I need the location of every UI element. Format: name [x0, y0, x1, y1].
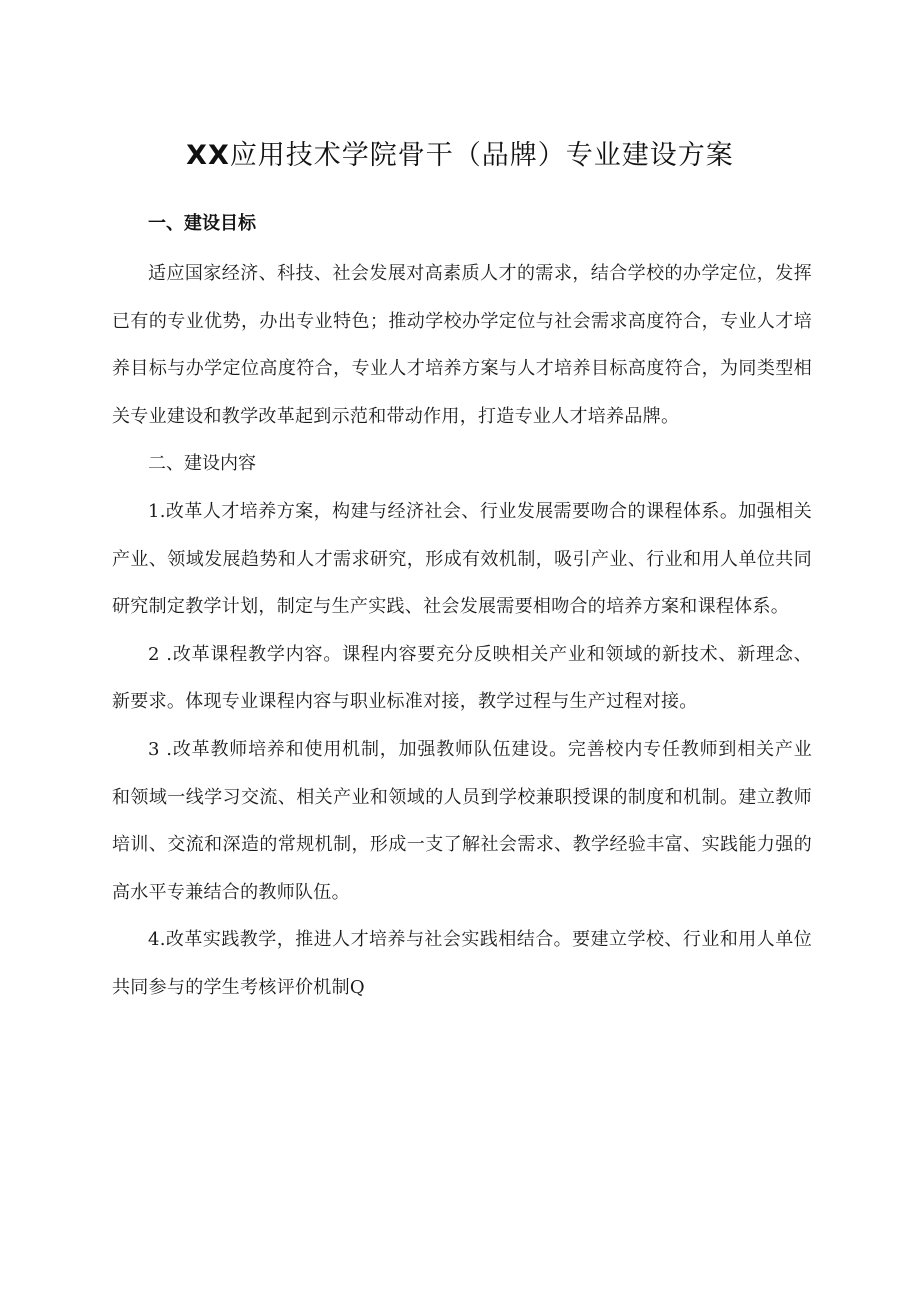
paragraph-item-4: 4.改革实践教学，推进人才培养与社会实践相结合。要建立学校、行业和用人单位共同参与的学生考核评价机制Q: [112, 929, 812, 998]
paragraph-item-1: 1.改革人才培养方案，构建与经济社会、行业发展需要吻合的课程体系。加强相关产业、领域发展趋势和人才需求研究，形成有效机制，吸引产业、行业和用人单位共同研究制定教学计划，制定与生产实践、社会发展需要相吻合的培养方案和课程体系。: [112, 500, 812, 618]
paragraph-item-3: 3 .改革教师培养和使用机制，加强教师队伍建设。完善校内专任教师到相关产业和领域一线学习交流、相关产业和领域的人员到学校兼职授课的制度和机制。建立教师培训、交流和深造的常规机制，形成一支了解社会需求、教学经验丰富、实践能力强的高水平专兼结合的教师队伍。: [112, 738, 812, 903]
paragraph-item-2: 2 .改革课程教学内容。课程内容要充分反映相关产业和领域的新技术、新理念、新要求。体现专业课程内容与职业标准对接，教学过程与生产过程对接。: [112, 643, 812, 713]
section-heading-goals: 一、建设目标: [148, 213, 256, 234]
title-text: 应用技术学院骨干（品牌）专业建设方案: [229, 140, 734, 171]
paragraph-goals: 适应国家经济、科技、社会发展对高素质人才的需求，结合学校的办学定位，发挥已有的专业优势，办出专业特色；推动学校办学定位与社会需求高度符合，专业人才培养目标与办学定位高度符合，专业人才培养方案与人才培养目标高度符合，为同类型相关专业建设和教学改革起到示范和带动作用，打造专业人才培养品牌。: [112, 263, 812, 427]
section-heading-content: 二、建设内容: [148, 453, 256, 475]
title-prefix: XX: [186, 140, 230, 171]
document-title: [0, 138, 920, 174]
document-body: [112, 204, 812, 1012]
